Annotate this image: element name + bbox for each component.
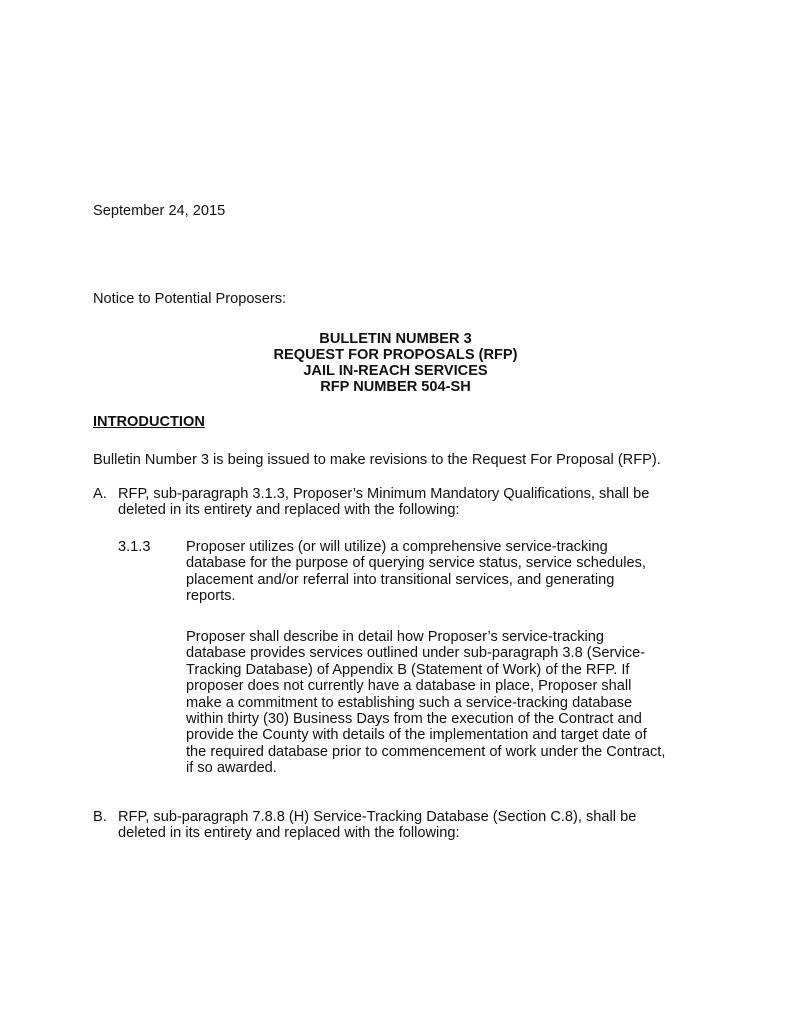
- text-line: the required database prior to commencement of work under the Contract,: [186, 743, 666, 760]
- item-text-line: RFP, sub-paragraph 7.8.8 (H) Service-Tracking Database (Section C.8), shall be: [118, 809, 637, 825]
- text-line: reports.: [186, 588, 236, 605]
- heading-line: BULLETIN NUMBER 3: [319, 331, 472, 347]
- sub-paragraph-text: [186, 629, 665, 777]
- item-text-line: deleted in its entirety and replaced with the following:: [118, 502, 460, 518]
- item-text-line: deleted in its entirety and replaced with the following:: [118, 825, 460, 841]
- section-title: INTRODUCTION: [93, 414, 205, 430]
- text-line: if so awarded.: [186, 760, 277, 777]
- heading-line: RFP NUMBER 504-SH: [320, 379, 471, 395]
- sub-paragraph-number: 3.1.3: [118, 539, 151, 555]
- text-line: within thirty (30) Business Days from the execution of the Contract and: [186, 711, 642, 728]
- text-line: proposer does not currently have a database in place, Proposer shall: [186, 678, 632, 695]
- heading-line: REQUEST FOR PROPOSALS (RFP): [273, 347, 518, 363]
- item-marker: B.: [93, 809, 107, 825]
- letter-date: September 24, 2015: [93, 203, 226, 219]
- text-line: make a commitment to establishing such a service-tracking database: [186, 694, 633, 711]
- text-line: Proposer utilizes (or will utilize) a comprehensive service-tracking: [186, 539, 608, 555]
- text-line: provide the County with details of the implementation and target date of: [186, 727, 647, 744]
- item-text-line: RFP, sub-paragraph 3.1.3, Proposer’s Minimum Mandatory Qualifications, shall be: [118, 486, 650, 502]
- text-line: database provides services outlined under sub-paragraph 3.8 (Service-: [186, 645, 646, 662]
- item-marker: A.: [93, 486, 107, 502]
- text-line: database for the purpose of querying service status, service schedules,: [186, 555, 646, 572]
- salutation: Notice to Potential Proposers:: [93, 291, 287, 307]
- text-line: placement and/or referral into transitional services, and generating: [186, 571, 615, 588]
- intro-paragraph: Bulletin Number 3 is being issued to make revisions to the Request For Proposal (RFP).: [93, 452, 661, 468]
- text-line: Tracking Database) of Appendix B (Statement of Work) of the RFP. If: [186, 661, 630, 678]
- heading-line: JAIL IN-REACH SERVICES: [303, 363, 488, 379]
- text-line: Proposer shall describe in detail how Proposer’s service-tracking: [186, 629, 605, 645]
- sub-paragraph-text: [186, 539, 646, 605]
